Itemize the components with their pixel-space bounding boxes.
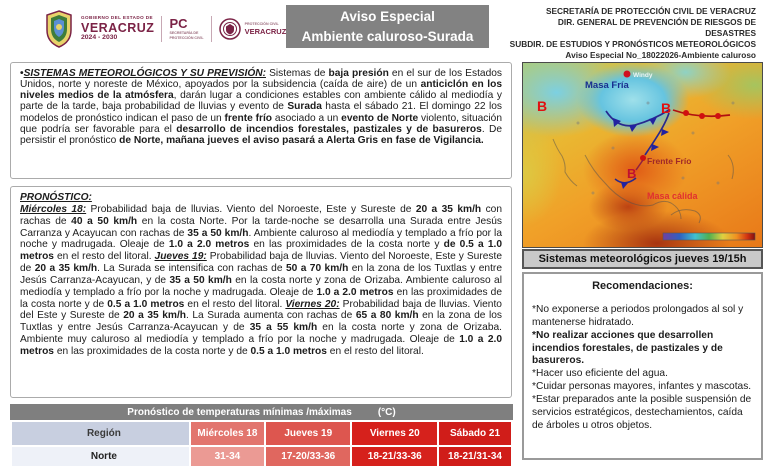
weather-systems-map — [522, 62, 763, 248]
org-line: DIR. GENERAL DE PREVENCIÓN DE RIESGOS DE DESASTRES — [557, 16, 756, 38]
title-line-2: Ambiente caluroso-Surada — [301, 28, 474, 44]
masa-calida-label: Masa cálida — [647, 191, 698, 201]
section-bullet: • — [20, 68, 24, 79]
gov-logo-years: 2024 - 2030 — [81, 34, 118, 42]
pc-logo — [169, 17, 203, 40]
sistemas-paragraph: Sistemas de baja presión en el sur de los Estados Unidos, norte y noreste de México, apoyados por la subsidencia (caída de aire) de un anticiclón en los niveles medios de la atmósfera, darán lugar a condiciones estables con ambiente cálido al mediodía y parte de la tarde, baja probabilidad de lluvias y evento de Surada hasta el sábado 21. El domingo 22 los modelos de pronóstico indican el paso de un frente frío asociado a un evento de Norte violento, situación que podría ser favorable para el desarrollo de incendios forestales, pastizales y de basureros. De persistir el pronóstico de Norte, mañana jueves el aviso pasará a Alerta Gris en fase de Vigilancia. — [20, 68, 503, 146]
document-title-banner — [286, 5, 489, 48]
recommendation-item: *No exponerse a periodos prolongados al sol y mantenerse hidratado. — [532, 304, 744, 328]
table-row — [12, 447, 511, 466]
pc-logo-text: PC — [169, 16, 188, 32]
recommendation-item: *Estar preparados ante la posible suspensión de servicios estratégicos, destechamientos, caída de árboles u otros objetos. — [532, 393, 752, 431]
seal-sub-label: PROTECCIÓN CIVIL — [244, 21, 279, 26]
recommendation-item: *Hacer uso eficiente del agua. — [532, 368, 668, 380]
pronostico-heading: PRONÓSTICO: — [20, 192, 92, 203]
pc-logo-sub2: PROTECCIÓN CIVIL — [169, 36, 204, 40]
seal-text — [245, 23, 287, 35]
high-pressure-b-west: B — [537, 98, 548, 114]
recommendation-item: *No realizar acciones que desarrollen incendios forestales, de pastizales y de basureros. — [532, 329, 723, 367]
map-watermark: Windy — [633, 72, 653, 79]
day-forecast-jueves: Probabilidad baja de lluvias. Viento del Noroeste, Este y Sureste de 20 a 35 km/h. La Surada se intensifica con rachas de 50 a 70 km/h en la zona de los Tuxtlas y entre Jesús Carranza-Acayucan, y de 35 a 50 km/h en la costa norte y zona de Orizaba. Ambiente caluroso al mediodía y templado a frío por la noche y madrugada. Oleaje de 1.0 a 2.0 metros en las proximidades de la costa norte y de 0.5 a 1.0 metros en el resto del litoral. — [20, 251, 502, 310]
column-header-sabado: Sábado 21 — [439, 422, 511, 445]
region-cell: Norte — [12, 447, 189, 466]
day-forecast-viernes: Probabilidad baja de lluvias. Viento del Este y Sureste de 20 a 35 km/h. La Surada aumenta con rachas de 65 a 80 km/h en la zona de los Tuxtlas y entre Jesús Carranza-Acayucan y de 35 a 55 km/h en la costa norte y zona de Orizaba. Ambiente muy caluroso al mediodía y templado a frío por la noche y madrugada. Oleaje de 1.0 a 2.0 metros en las proximidades de la costa norte y de 0.5 a 1.0 metros en el resto del litoral. — [20, 298, 503, 357]
column-header-jueves: Jueves 19 — [266, 422, 350, 445]
masa-fria-label: Masa Fría — [585, 80, 629, 91]
logo-divider-2 — [211, 16, 212, 42]
temperature-table-section — [10, 404, 513, 467]
column-header-viernes: Viernes 20 — [352, 422, 437, 445]
gov-logo-name: VERACRUZ — [81, 20, 155, 35]
cold-front-line-south — [645, 113, 669, 155]
recomendaciones-heading: Recomendaciones: — [592, 280, 693, 292]
yucatan-coastline — [671, 210, 700, 223]
frente-frio-label: Frente Frío — [647, 156, 692, 166]
day-label-viernes: Viernes 20: — [285, 298, 340, 310]
high-pressure-b-mexico: B — [627, 166, 637, 181]
gov-logo-text — [81, 16, 154, 42]
column-header-region: Región — [12, 422, 189, 445]
temperature-table-unit: (°C) — [377, 406, 396, 418]
florida-coastline — [728, 155, 733, 179]
temperature-scale-bar — [663, 233, 755, 240]
temperature-table-header-row — [12, 422, 511, 445]
high-pressure-b-center: B — [661, 100, 672, 116]
temperature-table-title-bar — [10, 404, 513, 420]
pc-logo-sub1: SECRETARÍA DE — [169, 30, 199, 35]
pronostico-section — [10, 186, 512, 398]
temp-cell-jueves: 17-20/33-36 — [266, 447, 350, 466]
veracruz-coat-of-arms-icon — [44, 10, 74, 48]
logo-divider — [161, 16, 162, 42]
day-label-jueves: Jueves 19: — [154, 251, 207, 263]
temp-cell-sabado: 18-21/31-34 — [439, 447, 511, 466]
weather-map-overlay — [523, 63, 762, 247]
temp-cell-miercoles: 31-34 — [191, 447, 264, 466]
seal-name-label: VERACRUZ — [244, 26, 287, 36]
proteccion-civil-seal-icon — [219, 18, 241, 40]
map-caption: Sistemas meteorológicos jueves 19/15h — [522, 249, 763, 269]
gov-logo-small-label: GOBIERNO DEL ESTADO DE — [81, 15, 153, 21]
watermark-dot-icon — [624, 71, 631, 78]
recommendation-item: *Cuidar personas mayores, infantes y mascotas. — [532, 381, 752, 393]
sistemas-heading: SISTEMAS METEOROLÓGICOS Y SU PREVISIÓN: — [23, 68, 266, 79]
sistemas-meteorologicos-section — [10, 62, 512, 179]
temp-cell-viernes: 18-21/33-36 — [352, 447, 437, 466]
day-label-miercoles: Miércoles 18: — [20, 203, 87, 215]
column-header-miercoles: Miércoles 18 — [191, 422, 264, 445]
header-logos — [44, 8, 286, 50]
temperature-table-title: Pronóstico de temperaturas mínimas /máximas — [127, 406, 352, 418]
recomendaciones-section — [522, 272, 763, 460]
proteccion-civil-seal — [219, 18, 287, 40]
org-line: SECRETARÍA DE PROTECCIÓN CIVIL DE VERACRUZ — [545, 6, 756, 16]
org-line: Aviso Especial No_18022026-Ambiente caluroso — [565, 49, 756, 60]
org-line: SUBDIR. DE ESTUDIOS Y PRONÓSTICOS METEOROLÓGICOS — [509, 38, 756, 49]
temperature-table — [10, 420, 513, 467]
day-forecast-miercoles: Probabilidad baja de lluvias. Viento del Noroeste, Este y Sureste de 20 a 35 km/h con rachas de 40 a 50 km/h en la costa Norte. Por la tarde-noche se desarrolla una Surada entre Jesús Carranza y Acayucan con rachas de 35 a 50 km/h. Ambiente caluroso al mediodía y templado a frío por la noche y madrugada. Oleaje de 1.0 a 2.0 metros en las proximidades de la costa norte y de 0.5 a 1.0 metros en el resto del litoral. — [20, 203, 502, 263]
title-line-1: Aviso Especial — [340, 8, 435, 24]
baja-california-coastline — [553, 139, 577, 186]
